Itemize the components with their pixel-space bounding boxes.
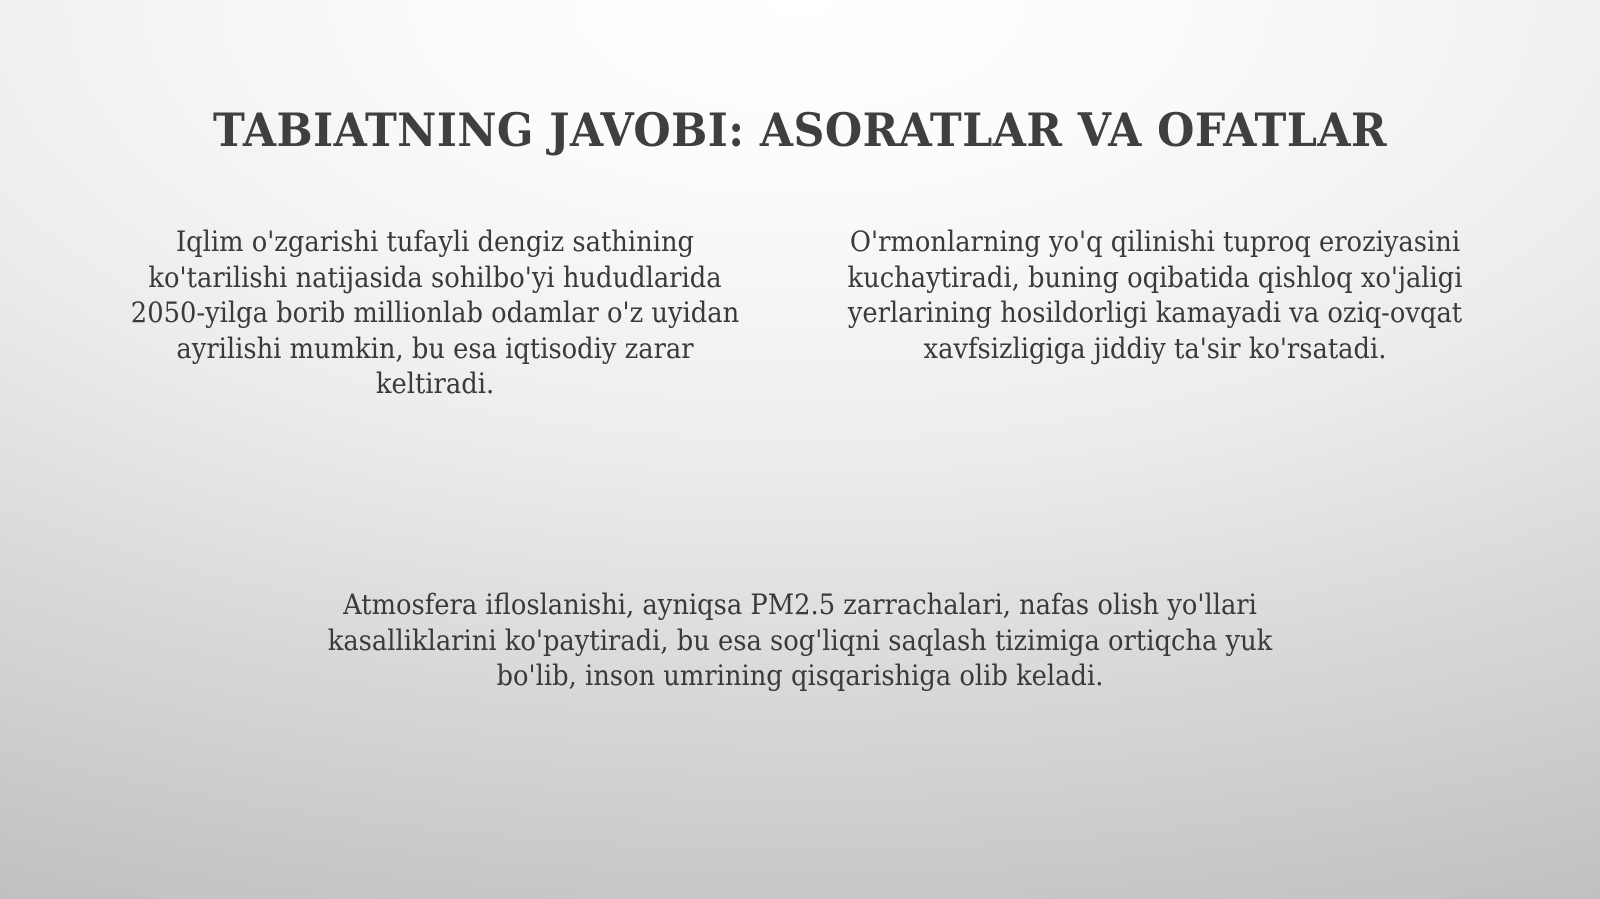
paragraph-deforestation: O'rmonlarning yo'q qilinishi tuproq eroziyasini kuchaytiradi, buning oqibatida qishloq xo'jaligi yerlarining hosildorligi kamayadi va oziq-ovqat xavfsizligiga jiddiy ta'sir ko'rsatadi. (847, 225, 1463, 365)
paragraph-air-pollution: Atmosfera ifloslanishi, ayniqsa PM2.5 zarrachalari, nafas olish yo'llari kasalliklarini ko'paytiradi, bu esa sog'liqni saqlash tizimiga ortiqcha yuk bo'lib, inson umrining qisqarishiga olib keladi. (327, 588, 1273, 692)
slide-title: TABIATNING JAVOBI: ASORATLAR VA OFATLAR (212, 102, 1388, 157)
paragraph-sea-level: Iqlim o'zgarishi tufayli dengiz sathining ko'tarilishi natijasida sohilbo'yi hududlarida 2050-yilga borib millionlab odamlar o'z uyidan ayrilishi mumkin, bu esa iqtisodiy zarar keltiradi. (130, 225, 740, 400)
